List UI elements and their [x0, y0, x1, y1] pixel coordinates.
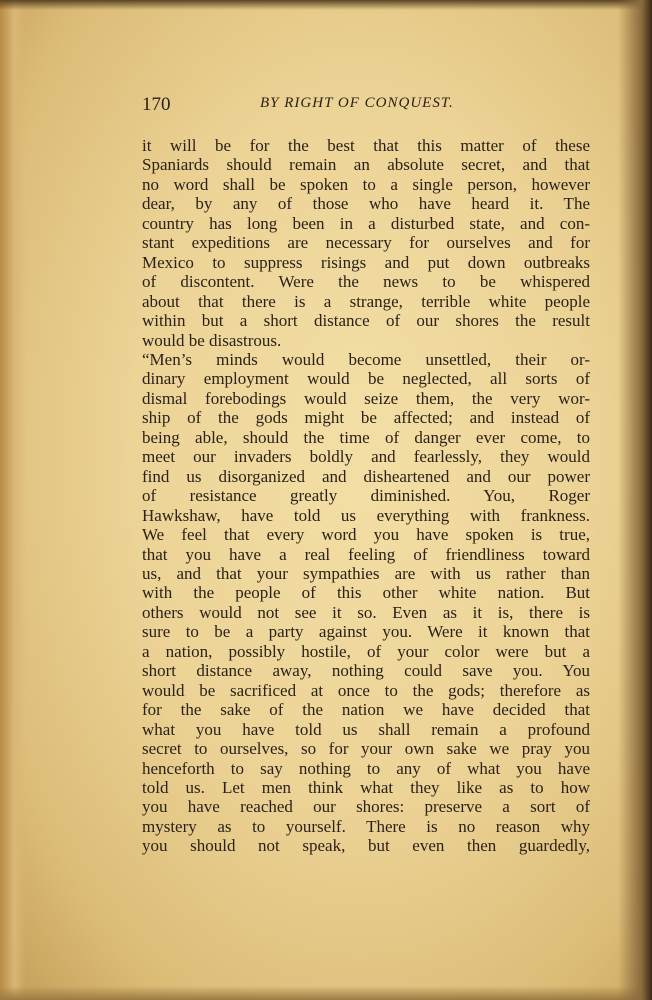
text-line: country has long been in a disturbed state, and con- [142, 213, 590, 233]
text-line: We feel that every word you have spoken is true, [142, 525, 590, 545]
page-bottom-edge [0, 986, 652, 1000]
text-line: Hawkshaw, have told us everything with frankness. [142, 505, 590, 525]
page-number: 170 [142, 94, 171, 115]
text-line: short distance away, nothing could save you. You [142, 661, 590, 681]
running-head: BY RIGHT OF CONQUEST. [260, 95, 454, 111]
text-line: us, and that your sympathies are with us rather than [142, 563, 590, 583]
text-line: a nation, possibly hostile, of your color were but a [142, 641, 590, 661]
text-line: meet our invaders boldly and fearlessly, they would [142, 447, 590, 467]
text-line: it will be for the best that this matter of these [142, 136, 590, 155]
text-line: dinary employment would be neglected, all sorts of [142, 369, 590, 389]
text-line: within but a short distance of our shores the result [142, 311, 590, 331]
text-line: that you have a real feeling of friendliness toward [142, 544, 590, 564]
text-line: would be sacrificed at once to the gods; therefore as [142, 680, 590, 700]
text-line: you should not speak, but even then guardedly, [142, 836, 590, 856]
text-line: others would not see it so. Even as it is, there is [142, 602, 590, 622]
text-line: find us disorganized and disheartened and our power [142, 466, 590, 486]
text-line: mystery as to yourself. There is no reason why [142, 816, 590, 836]
text-line: sure to be a party against you. Were it known that [142, 622, 590, 642]
text-line: what you have told us shall remain a profound [142, 719, 590, 739]
page-header [142, 94, 590, 118]
text-line: of resistance greatly diminished. You, Roger [142, 486, 590, 506]
text-line: Spaniards should remain an absolute secret, and that [142, 155, 590, 175]
text-line: secret to ourselves, so for your own sake we pray you [142, 739, 590, 759]
page-top-edge [0, 0, 652, 10]
text-line: Mexico to suppress risings and put down outbreaks [142, 252, 590, 272]
text-line: being able, should the time of danger ever come, to [142, 427, 590, 447]
text-line: about that there is a strange, terrible white people [142, 291, 590, 311]
text-line: dear, by any of those who have heard it. The [142, 194, 590, 214]
text-line: of discontent. Were the news to be whispered [142, 272, 590, 292]
text-line: told us. Let men think what they like as to how [142, 777, 590, 797]
text-line: you have reached our shores: preserve a sort of [142, 797, 590, 817]
text-line: no word shall be spoken to a single person, however [142, 174, 590, 194]
text-line: for the sake of the nation we have decided that [142, 700, 590, 720]
text-line: “Men’s minds would become unsettled, their or- [142, 349, 590, 369]
text-line: stant expeditions are necessary for ourselves and for [142, 233, 590, 253]
text-line: with the people of this other white nation. But [142, 583, 590, 603]
text-line: ship of the gods might be affected; and instead of [142, 408, 590, 428]
body-text [142, 136, 590, 856]
text-line: henceforth to say nothing to any of what you have [142, 758, 590, 778]
text-line: dismal forebodings would seize them, the very wor- [142, 388, 590, 408]
text-line: would be disastrous. [142, 330, 282, 350]
